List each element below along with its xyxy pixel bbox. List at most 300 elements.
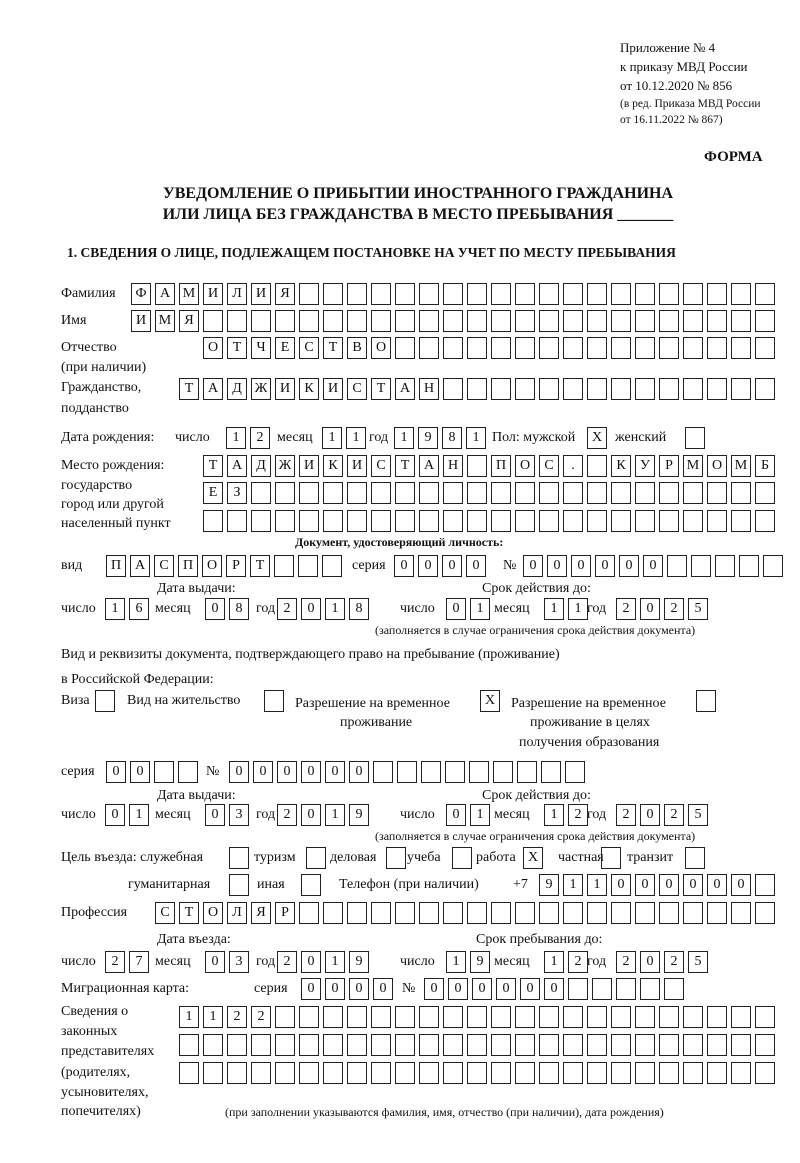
- char-cell[interactable]: [515, 1062, 535, 1084]
- char-cell[interactable]: [275, 510, 295, 532]
- char-cell[interactable]: [443, 1034, 463, 1056]
- char-cell[interactable]: [683, 1062, 703, 1084]
- char-cell[interactable]: [443, 1006, 463, 1028]
- char-cell[interactable]: И: [131, 310, 151, 332]
- char-cell[interactable]: [635, 902, 655, 924]
- char-cell[interactable]: [251, 510, 271, 532]
- checkbox[interactable]: [95, 690, 115, 712]
- char-cell[interactable]: С: [371, 455, 391, 477]
- char-cell[interactable]: [707, 510, 727, 532]
- char-cell[interactable]: 9: [349, 804, 369, 826]
- char-cell[interactable]: 1: [226, 427, 246, 449]
- char-cell[interactable]: [251, 1034, 271, 1056]
- char-cell[interactable]: [443, 510, 463, 532]
- char-cell[interactable]: 0: [595, 555, 615, 577]
- char-cell[interactable]: 0: [659, 874, 679, 896]
- char-cell[interactable]: 0: [325, 978, 345, 1000]
- char-cell[interactable]: [659, 283, 679, 305]
- char-cell[interactable]: 0: [547, 555, 567, 577]
- char-cell[interactable]: Т: [395, 455, 415, 477]
- char-cell[interactable]: [611, 337, 631, 359]
- char-cell[interactable]: И: [347, 455, 367, 477]
- char-cell[interactable]: [515, 1034, 535, 1056]
- char-cell[interactable]: Т: [250, 555, 270, 577]
- char-cell[interactable]: [421, 761, 441, 783]
- char-cell[interactable]: А: [419, 455, 439, 477]
- char-cell[interactable]: С: [154, 555, 174, 577]
- char-cell[interactable]: [299, 482, 319, 504]
- char-cell[interactable]: 8: [349, 598, 369, 620]
- char-cell[interactable]: [419, 337, 439, 359]
- char-cell[interactable]: [419, 1006, 439, 1028]
- char-cell[interactable]: [347, 510, 367, 532]
- char-cell[interactable]: [587, 337, 607, 359]
- char-cell[interactable]: [515, 482, 535, 504]
- char-cell[interactable]: И: [299, 455, 319, 477]
- char-cell[interactable]: [707, 1034, 727, 1056]
- char-cell[interactable]: 0: [105, 804, 125, 826]
- char-cell[interactable]: 1: [470, 598, 490, 620]
- char-cell[interactable]: Л: [227, 283, 247, 305]
- char-cell[interactable]: [715, 555, 735, 577]
- char-cell[interactable]: 1: [544, 951, 564, 973]
- char-cell[interactable]: Т: [227, 337, 247, 359]
- char-cell[interactable]: [611, 378, 631, 400]
- char-cell[interactable]: [563, 378, 583, 400]
- char-cell[interactable]: [275, 482, 295, 504]
- char-cell[interactable]: [371, 1062, 391, 1084]
- char-cell[interactable]: [373, 761, 393, 783]
- char-cell[interactable]: 7: [129, 951, 149, 973]
- char-cell[interactable]: 0: [446, 598, 466, 620]
- char-cell[interactable]: [707, 283, 727, 305]
- char-cell[interactable]: И: [323, 378, 343, 400]
- char-cell[interactable]: [299, 1062, 319, 1084]
- char-cell[interactable]: Р: [275, 902, 295, 924]
- char-cell[interactable]: [563, 310, 583, 332]
- char-cell[interactable]: В: [347, 337, 367, 359]
- char-cell[interactable]: [299, 283, 319, 305]
- char-cell[interactable]: 0: [130, 761, 150, 783]
- char-cell[interactable]: [298, 555, 318, 577]
- char-cell[interactable]: Т: [179, 378, 199, 400]
- char-cell[interactable]: [251, 310, 271, 332]
- char-cell[interactable]: [443, 902, 463, 924]
- char-cell[interactable]: [347, 902, 367, 924]
- char-cell[interactable]: [179, 1062, 199, 1084]
- char-cell[interactable]: [755, 902, 775, 924]
- char-cell[interactable]: [493, 761, 513, 783]
- char-cell[interactable]: А: [203, 378, 223, 400]
- char-cell[interactable]: 2: [568, 951, 588, 973]
- char-cell[interactable]: 1: [105, 598, 125, 620]
- char-cell[interactable]: [323, 902, 343, 924]
- char-cell[interactable]: [443, 310, 463, 332]
- char-cell[interactable]: [683, 902, 703, 924]
- checkbox[interactable]: [696, 690, 716, 712]
- char-cell[interactable]: [515, 378, 535, 400]
- char-cell[interactable]: 0: [466, 555, 486, 577]
- char-cell[interactable]: Д: [251, 455, 271, 477]
- char-cell[interactable]: [395, 1006, 415, 1028]
- char-cell[interactable]: [491, 310, 511, 332]
- char-cell[interactable]: [347, 482, 367, 504]
- char-cell[interactable]: 2: [664, 804, 684, 826]
- char-cell[interactable]: [443, 482, 463, 504]
- char-cell[interactable]: 0: [325, 761, 345, 783]
- char-cell[interactable]: Ж: [251, 378, 271, 400]
- char-cell[interactable]: 0: [205, 598, 225, 620]
- char-cell[interactable]: [347, 310, 367, 332]
- char-cell[interactable]: 2: [616, 951, 636, 973]
- char-cell[interactable]: [323, 482, 343, 504]
- char-cell[interactable]: [395, 310, 415, 332]
- char-cell[interactable]: [299, 1006, 319, 1028]
- char-cell[interactable]: Е: [275, 337, 295, 359]
- char-cell[interactable]: [659, 510, 679, 532]
- char-cell[interactable]: 0: [205, 804, 225, 826]
- char-cell[interactable]: А: [227, 455, 247, 477]
- char-cell[interactable]: [491, 378, 511, 400]
- checkbox[interactable]: X: [480, 690, 500, 712]
- checkbox[interactable]: [685, 847, 705, 869]
- char-cell[interactable]: [731, 1006, 751, 1028]
- char-cell[interactable]: [659, 482, 679, 504]
- char-cell[interactable]: [683, 482, 703, 504]
- char-cell[interactable]: П: [106, 555, 126, 577]
- char-cell[interactable]: [683, 378, 703, 400]
- char-cell[interactable]: [611, 1006, 631, 1028]
- char-cell[interactable]: [659, 310, 679, 332]
- char-cell[interactable]: 0: [301, 951, 321, 973]
- char-cell[interactable]: 1: [325, 804, 345, 826]
- char-cell[interactable]: [467, 510, 487, 532]
- char-cell[interactable]: 1: [568, 598, 588, 620]
- char-cell[interactable]: З: [227, 482, 247, 504]
- char-cell[interactable]: [659, 1006, 679, 1028]
- char-cell[interactable]: С: [155, 902, 175, 924]
- char-cell[interactable]: [491, 1062, 511, 1084]
- char-cell[interactable]: 0: [446, 804, 466, 826]
- char-cell[interactable]: 1: [322, 427, 342, 449]
- char-cell[interactable]: [739, 555, 759, 577]
- char-cell[interactable]: [491, 1006, 511, 1028]
- char-cell[interactable]: С: [539, 455, 559, 477]
- char-cell[interactable]: 0: [205, 951, 225, 973]
- char-cell[interactable]: [419, 1062, 439, 1084]
- char-cell[interactable]: [179, 1034, 199, 1056]
- char-cell[interactable]: [419, 482, 439, 504]
- char-cell[interactable]: 2: [664, 598, 684, 620]
- char-cell[interactable]: [563, 1062, 583, 1084]
- char-cell[interactable]: 0: [640, 951, 660, 973]
- char-cell[interactable]: 0: [640, 598, 660, 620]
- char-cell[interactable]: [635, 337, 655, 359]
- char-cell[interactable]: [443, 378, 463, 400]
- checkbox[interactable]: X: [523, 847, 543, 869]
- char-cell[interactable]: [616, 978, 636, 1000]
- char-cell[interactable]: И: [251, 283, 271, 305]
- char-cell[interactable]: [731, 283, 751, 305]
- char-cell[interactable]: 0: [301, 978, 321, 1000]
- char-cell[interactable]: [683, 310, 703, 332]
- char-cell[interactable]: [755, 874, 775, 896]
- char-cell[interactable]: [731, 337, 751, 359]
- char-cell[interactable]: [563, 283, 583, 305]
- char-cell[interactable]: Ж: [275, 455, 295, 477]
- char-cell[interactable]: Т: [323, 337, 343, 359]
- char-cell[interactable]: [611, 1062, 631, 1084]
- char-cell[interactable]: [611, 283, 631, 305]
- char-cell[interactable]: 0: [418, 555, 438, 577]
- char-cell[interactable]: [347, 1006, 367, 1028]
- char-cell[interactable]: [491, 337, 511, 359]
- char-cell[interactable]: 1: [394, 427, 414, 449]
- char-cell[interactable]: [515, 1006, 535, 1028]
- char-cell[interactable]: Т: [371, 378, 391, 400]
- char-cell[interactable]: 0: [349, 761, 369, 783]
- char-cell[interactable]: [659, 337, 679, 359]
- char-cell[interactable]: [587, 283, 607, 305]
- char-cell[interactable]: 2: [616, 598, 636, 620]
- char-cell[interactable]: [395, 337, 415, 359]
- char-cell[interactable]: [635, 310, 655, 332]
- char-cell[interactable]: [563, 1006, 583, 1028]
- char-cell[interactable]: [664, 978, 684, 1000]
- char-cell[interactable]: [323, 510, 343, 532]
- char-cell[interactable]: 1: [179, 1006, 199, 1028]
- char-cell[interactable]: [467, 1034, 487, 1056]
- char-cell[interactable]: 0: [707, 874, 727, 896]
- char-cell[interactable]: Р: [659, 455, 679, 477]
- char-cell[interactable]: [611, 902, 631, 924]
- char-cell[interactable]: [397, 761, 417, 783]
- char-cell[interactable]: 0: [253, 761, 273, 783]
- char-cell[interactable]: [635, 283, 655, 305]
- char-cell[interactable]: [299, 902, 319, 924]
- char-cell[interactable]: [395, 510, 415, 532]
- char-cell[interactable]: Я: [251, 902, 271, 924]
- checkbox[interactable]: [229, 847, 249, 869]
- char-cell[interactable]: 0: [106, 761, 126, 783]
- char-cell[interactable]: 2: [105, 951, 125, 973]
- char-cell[interactable]: [227, 310, 247, 332]
- char-cell[interactable]: 0: [544, 978, 564, 1000]
- char-cell[interactable]: [227, 1034, 247, 1056]
- char-cell[interactable]: [299, 1034, 319, 1056]
- char-cell[interactable]: [611, 482, 631, 504]
- char-cell[interactable]: И: [203, 283, 223, 305]
- char-cell[interactable]: .: [563, 455, 583, 477]
- char-cell[interactable]: [683, 510, 703, 532]
- char-cell[interactable]: 0: [394, 555, 414, 577]
- char-cell[interactable]: 0: [472, 978, 492, 1000]
- char-cell[interactable]: [323, 1006, 343, 1028]
- char-cell[interactable]: [371, 310, 391, 332]
- char-cell[interactable]: [371, 1034, 391, 1056]
- char-cell[interactable]: [395, 283, 415, 305]
- char-cell[interactable]: [515, 283, 535, 305]
- char-cell[interactable]: М: [155, 310, 175, 332]
- char-cell[interactable]: [755, 283, 775, 305]
- char-cell[interactable]: [707, 482, 727, 504]
- char-cell[interactable]: [691, 555, 711, 577]
- char-cell[interactable]: [469, 761, 489, 783]
- char-cell[interactable]: 0: [301, 598, 321, 620]
- char-cell[interactable]: [227, 1062, 247, 1084]
- char-cell[interactable]: [395, 902, 415, 924]
- char-cell[interactable]: [299, 510, 319, 532]
- char-cell[interactable]: [419, 902, 439, 924]
- char-cell[interactable]: [659, 1062, 679, 1084]
- char-cell[interactable]: [467, 1006, 487, 1028]
- char-cell[interactable]: 0: [448, 978, 468, 1000]
- char-cell[interactable]: 2: [664, 951, 684, 973]
- char-cell[interactable]: [517, 761, 537, 783]
- char-cell[interactable]: [707, 337, 727, 359]
- char-cell[interactable]: [467, 378, 487, 400]
- char-cell[interactable]: [755, 510, 775, 532]
- char-cell[interactable]: [565, 761, 585, 783]
- char-cell[interactable]: 0: [643, 555, 663, 577]
- char-cell[interactable]: [539, 310, 559, 332]
- char-cell[interactable]: 1: [325, 598, 345, 620]
- char-cell[interactable]: [659, 902, 679, 924]
- char-cell[interactable]: [731, 902, 751, 924]
- char-cell[interactable]: [203, 1062, 223, 1084]
- char-cell[interactable]: [667, 555, 687, 577]
- char-cell[interactable]: 2: [251, 1006, 271, 1028]
- char-cell[interactable]: [587, 510, 607, 532]
- char-cell[interactable]: [371, 510, 391, 532]
- char-cell[interactable]: [587, 1006, 607, 1028]
- char-cell[interactable]: О: [515, 455, 535, 477]
- char-cell[interactable]: [371, 283, 391, 305]
- char-cell[interactable]: Л: [227, 902, 247, 924]
- char-cell[interactable]: [445, 761, 465, 783]
- char-cell[interactable]: [371, 1006, 391, 1028]
- char-cell[interactable]: [707, 1006, 727, 1028]
- checkbox[interactable]: [601, 847, 621, 869]
- char-cell[interactable]: [683, 1034, 703, 1056]
- char-cell[interactable]: 3: [229, 951, 249, 973]
- char-cell[interactable]: [419, 310, 439, 332]
- char-cell[interactable]: [587, 455, 607, 477]
- char-cell[interactable]: [635, 1006, 655, 1028]
- char-cell[interactable]: [755, 310, 775, 332]
- char-cell[interactable]: 0: [373, 978, 393, 1000]
- char-cell[interactable]: [203, 510, 223, 532]
- char-cell[interactable]: 2: [616, 804, 636, 826]
- char-cell[interactable]: [251, 1062, 271, 1084]
- char-cell[interactable]: [587, 378, 607, 400]
- char-cell[interactable]: [563, 1034, 583, 1056]
- char-cell[interactable]: [371, 482, 391, 504]
- char-cell[interactable]: [491, 902, 511, 924]
- char-cell[interactable]: [467, 455, 487, 477]
- char-cell[interactable]: 2: [277, 804, 297, 826]
- checkbox[interactable]: [301, 874, 321, 896]
- char-cell[interactable]: 0: [571, 555, 591, 577]
- char-cell[interactable]: 9: [470, 951, 490, 973]
- char-cell[interactable]: 2: [277, 598, 297, 620]
- char-cell[interactable]: [539, 378, 559, 400]
- char-cell[interactable]: [755, 378, 775, 400]
- char-cell[interactable]: [539, 1034, 559, 1056]
- char-cell[interactable]: О: [203, 337, 223, 359]
- char-cell[interactable]: [539, 510, 559, 532]
- char-cell[interactable]: К: [611, 455, 631, 477]
- char-cell[interactable]: [419, 283, 439, 305]
- char-cell[interactable]: [707, 1062, 727, 1084]
- char-cell[interactable]: [491, 1034, 511, 1056]
- char-cell[interactable]: [467, 1062, 487, 1084]
- char-cell[interactable]: [539, 1006, 559, 1028]
- char-cell[interactable]: 1: [203, 1006, 223, 1028]
- char-cell[interactable]: 2: [568, 804, 588, 826]
- char-cell[interactable]: 1: [544, 598, 564, 620]
- char-cell[interactable]: [299, 310, 319, 332]
- char-cell[interactable]: [323, 283, 343, 305]
- checkbox[interactable]: [264, 690, 284, 712]
- char-cell[interactable]: [154, 761, 174, 783]
- char-cell[interactable]: [611, 510, 631, 532]
- char-cell[interactable]: [587, 310, 607, 332]
- char-cell[interactable]: 9: [539, 874, 559, 896]
- char-cell[interactable]: [443, 337, 463, 359]
- char-cell[interactable]: [731, 510, 751, 532]
- char-cell[interactable]: [275, 1006, 295, 1028]
- char-cell[interactable]: [275, 310, 295, 332]
- char-cell[interactable]: М: [731, 455, 751, 477]
- char-cell[interactable]: 0: [520, 978, 540, 1000]
- char-cell[interactable]: А: [155, 283, 175, 305]
- char-cell[interactable]: [323, 1062, 343, 1084]
- char-cell[interactable]: [419, 510, 439, 532]
- char-cell[interactable]: [467, 902, 487, 924]
- checkbox[interactable]: [306, 847, 326, 869]
- char-cell[interactable]: Н: [443, 455, 463, 477]
- char-cell[interactable]: Ч: [251, 337, 271, 359]
- char-cell[interactable]: [515, 510, 535, 532]
- char-cell[interactable]: 0: [496, 978, 516, 1000]
- char-cell[interactable]: Д: [227, 378, 247, 400]
- checkbox[interactable]: [386, 847, 406, 869]
- char-cell[interactable]: Н: [419, 378, 439, 400]
- char-cell[interactable]: [707, 902, 727, 924]
- char-cell[interactable]: 2: [277, 951, 297, 973]
- char-cell[interactable]: [323, 310, 343, 332]
- checkbox[interactable]: [685, 427, 705, 449]
- char-cell[interactable]: 0: [640, 804, 660, 826]
- char-cell[interactable]: [515, 902, 535, 924]
- char-cell[interactable]: [227, 510, 247, 532]
- char-cell[interactable]: И: [275, 378, 295, 400]
- char-cell[interactable]: [707, 378, 727, 400]
- char-cell[interactable]: [443, 283, 463, 305]
- char-cell[interactable]: [635, 1034, 655, 1056]
- char-cell[interactable]: П: [491, 455, 511, 477]
- char-cell[interactable]: 0: [301, 804, 321, 826]
- char-cell[interactable]: 0: [424, 978, 444, 1000]
- char-cell[interactable]: [203, 310, 223, 332]
- char-cell[interactable]: Р: [226, 555, 246, 577]
- char-cell[interactable]: 3: [229, 804, 249, 826]
- char-cell[interactable]: [755, 1062, 775, 1084]
- char-cell[interactable]: [755, 482, 775, 504]
- char-cell[interactable]: Б: [755, 455, 775, 477]
- char-cell[interactable]: 0: [731, 874, 751, 896]
